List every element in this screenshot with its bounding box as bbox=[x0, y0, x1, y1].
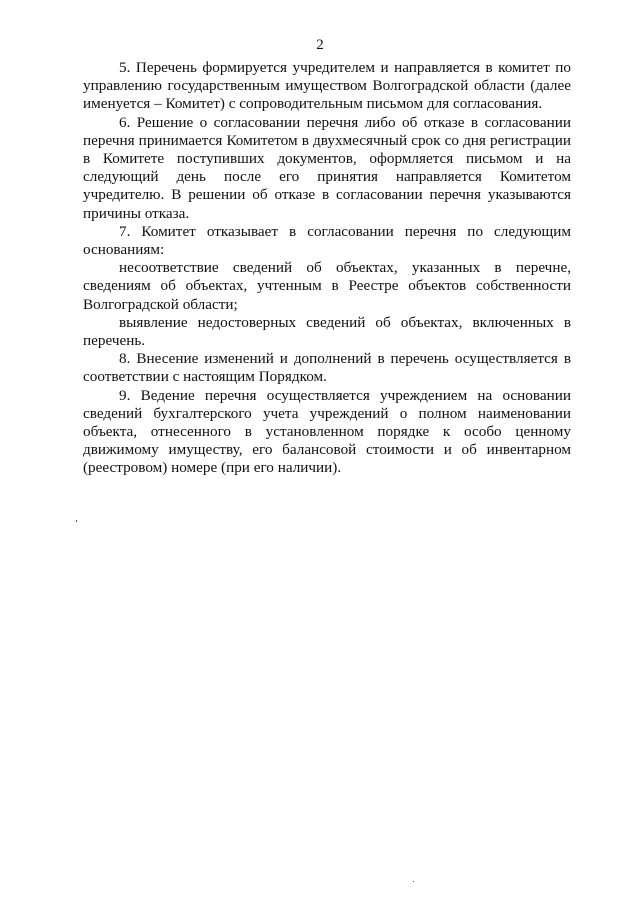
document-body bbox=[83, 59, 571, 478]
scan-speck-bottom bbox=[413, 881, 414, 882]
paragraph-9: 9. Ведение перечня осуществляется учреждением на основании сведений бухгалтерского учета учреждений о полном наименовании объекта, отнесенного в установленном порядке к особо ценному движимому имуществу, его балансовой стоимости и об инвентарном (реестровом) номере (при его наличии). bbox=[83, 386, 571, 477]
page-number: 2 bbox=[316, 37, 324, 53]
paragraph-7: 7. Комитет отказывает в согласовании перечня по следующим основаниям: bbox=[83, 222, 571, 259]
scan-speck-left bbox=[76, 520, 77, 522]
paragraph-7-item-1: несоответствие сведений об объектах, указанных в перечне, сведениям об объектах, учтенным в Реестре объектов собственности Волгоградской области; bbox=[83, 259, 571, 313]
paragraph-5: 5. Перечень формируется учредителем и направляется в комитет по управлению государственным имуществом Волгоградской области (далее именуется – Комитет) с сопроводительным письмом для согласования. bbox=[83, 59, 571, 113]
paragraph-8: 8. Внесение изменений и дополнений в перечень осуществляется в соответствии с настоящим Порядком. bbox=[83, 350, 571, 386]
paragraph-6: 6. Решение о согласовании перечня либо об отказе в согласовании перечня принимается Комитетом в двухмесячный срок со дня регистрации в Комитете поступивших документов, оформляется письмом и на следующий день после его принятия направляется Комитетом учредителю. В решении об отказе в согласовании перечня указываются причины отказа. bbox=[83, 113, 571, 222]
paragraph-7-item-2: выявление недостоверных сведений об объектах, включенных в перечень. bbox=[83, 313, 571, 350]
